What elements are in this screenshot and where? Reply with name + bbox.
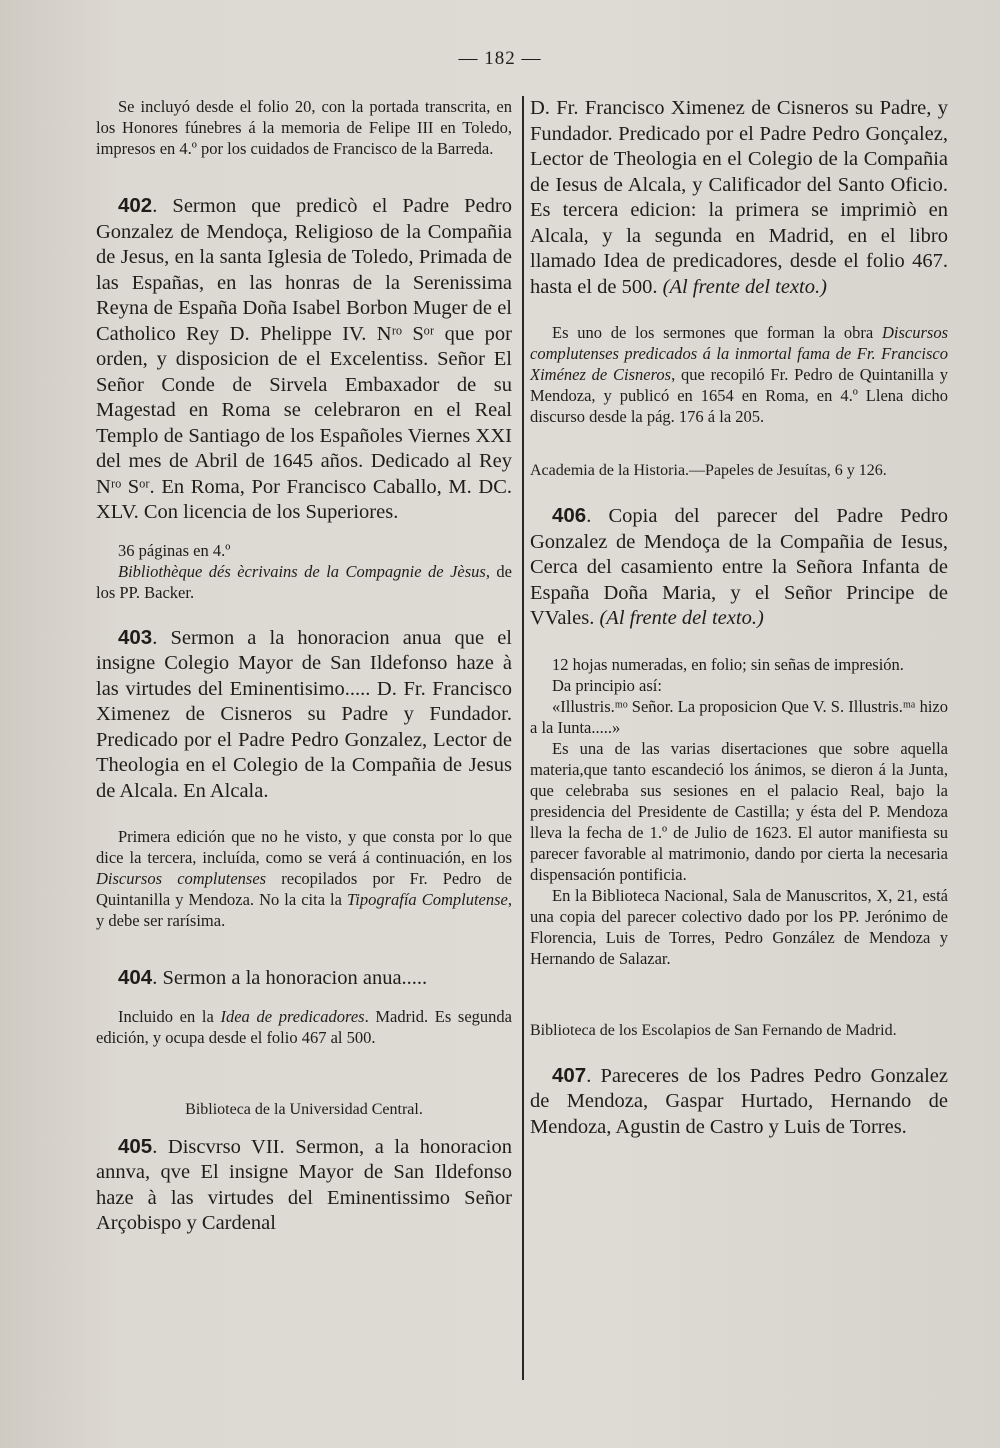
entry-405-text: . Discvrso VII. Sermon, a la honoracion annva, qve El insigne Mayor de San Ildefonso haze à las virtudes del Eminentissimo Señor Arçobispo y Cardenal [96, 1135, 512, 1234]
entry-405-continuation: D. Fr. Francisco Ximenez de Cisneros su Padre, y Fundador. Predicado por el Padre Pedro Gonçalez, Lector de Theologia en el Colegio de la Compañia de Iesus de Alcala, y Calificador del Santo Oficio. Es tercera edicion: la primera se imprimiò en Alcala, y la segunda en Madrid, en el libro llamado Idea de predicadores, desde el folio 467. hasta el de 500. (Al frente del texto.) [530, 97, 948, 298]
reference-title: Bibliothèque dés ècrivains de la Compagnie de Jèsus [118, 561, 486, 581]
entry-406-incipit: «Illustris.ᵐᵒ Señor. La proposicion Que V. S. Illustris.ᵐᵃ hizo a la Iunta.....» [530, 696, 948, 737]
entry-406: 406. Copia del parecer del Padre Pedro Gonzalez de Mendoça de la Compañia de Iesus, Cerca del casamiento entre la Señora Infanta de España Doña Maria, y el Señor Principe de VVales. (Al frente del texto.) [530, 504, 948, 629]
entry-406-description: 12 hojas numeradas, en folio; sin señas de impresión. [552, 654, 904, 674]
entry-number: 402 [118, 194, 153, 217]
entry-403 [96, 625, 512, 805]
entry-406-text: . Copia del parecer del Padre Pedro Gonzalez de Mendoça de la Compañia de Iesus, Cerca del casamiento entre la Señora Infanta de España Doña Maria, y el Señor Principe de VVales. [530, 505, 948, 629]
entry-407 [530, 1063, 948, 1141]
right-column [530, 96, 948, 1140]
entry-405-location: Academia de la Historia.—Papeles de Jesuítas, 6 y 126. [530, 462, 887, 479]
entry-404-note: Incluido en la Idea de predicadores. Madrid. Es segunda edición, y ocupa desde el folio 467 al 500. [96, 1006, 512, 1047]
entry-405-note: Es uno de los sermones que forman la obra Discursos complutenses predicados á la inmortal fama de Fr. Francisco Ximénez de Cisneros, que recopiló Fr. Pedro de Quintanilla y Mendoza, y publicó en 1654 en Roma, en 4.º Llena dicho discurso desde la pág. 176 á la 205. [530, 323, 948, 426]
entry-number: 407 [552, 1063, 587, 1087]
page-number: — 182 — [458, 48, 542, 69]
column-divider [522, 96, 524, 1380]
intro-paragraph: Se incluyó desde el folio 20, con la portada transcrita, en los Honores fúnebres á la memoria de Felipe III en Toledo, impresos en 4.º por los cuidados de Francisco de la Barreda. [96, 97, 512, 158]
entry-402 [96, 193, 512, 526]
entry-404-text: . Sermon a la honoracion anua..... [152, 967, 428, 989]
entry-number: 406 [552, 504, 587, 527]
entry-402-reference: Bibliothèque dés ècrivains de la Compagnie de Jèsus, de los PP. Backer. [96, 561, 512, 602]
entry-number: 405 [118, 1134, 153, 1158]
entry-402-pages: 36 páginas en 4.º [118, 540, 231, 560]
entry-406-note: Es una de las varias disertaciones que sobre aquella materia,que tanto escandeció los ánimos, se dieron á la Junta, que celebraba sus sesiones en el palacio Real, bajo la presidencia del Presidente de Castilla; y ésta del P. Mendoza lleva la fecha de 1.º de Julio de 1623. El autor manifiesta su parecer favorable al matrimonio, dando por cierta la necesaria dispensación pontificia. [530, 738, 948, 884]
entry-403-note: Primera edición que no he visto, y que consta por lo que dice la tercera, incluída, como se verá á continuación, en los Discursos complutenses recopilados por Fr. Pedro de Quintanilla y Mendoza. No la cita la Tipografía Complutense, y debe ser rarísima. [96, 827, 512, 930]
entry-405 [96, 1134, 512, 1237]
entry-406-location: Biblioteca de los Escolapios de San Fernando de Madrid. [530, 1021, 897, 1039]
entry-number: 403 [118, 625, 153, 649]
entry-406-incipit-label: Da principio así: [552, 675, 662, 695]
entry-404-location: Biblioteca de la Universidad Central. [185, 1100, 423, 1118]
entry-402-text: . Sermon que predicò el Padre Pedro Gonzalez de Mendoça, Religioso de la Compañia de Jesus, en la santa Iglesia de Toledo, Primada de las Españas, en las honras de la Serenissima Reyna de España Doña Isabel Borbon Muger de el Catholico Rey D. Phelippe IV. Nʳᵒ Sᵒʳ que por orden, y disposicion de el Excelentiss. Señor El Señor Conde de Sirvela Embaxador de su Magestad en Roma se celebraron en el Real Templo de Santiago de los Españoles Viernes XXI del mes de Abril de 1645 años. Dedicado al Rey Nʳᵒ Sᵒʳ. En Roma, Por Francisco Caballo, M. DC. XLV. Con licencia de los Superiores. [96, 195, 512, 523]
entry-407-text: . Pareceres de los Padres Pedro Gonzalez de Mendoza, Gaspar Hurtado, Hernando de Mendoza, Agustin de Castro y Luis de Torres. [530, 1064, 948, 1138]
entry-404 [96, 965, 512, 992]
entry-403-text: . Sermon a la honoracion anua que el insigne Colegio Mayor de San Ildefonso haze à las virtudes del Eminentisimo..... D. Fr. Francisco Ximenez de Cisneros su Padre y Fundador. Predicado por el Padre Pedro Gonzalez, Lector de Theologia en el Colegio de la Compañia de Jesus de Alcala. En Alcala. [96, 626, 512, 802]
entry-number: 404 [118, 966, 153, 989]
entry-406-note-2: En la Biblioteca Nacional, Sala de Manuscritos, X, 21, está una copia del parecer colectivo dado por los PP. Jerónimo de Florencia, Luis de Torres, Pedro González de Mendoza y Hernando de Salazar. [530, 885, 948, 968]
left-column [96, 96, 512, 1237]
